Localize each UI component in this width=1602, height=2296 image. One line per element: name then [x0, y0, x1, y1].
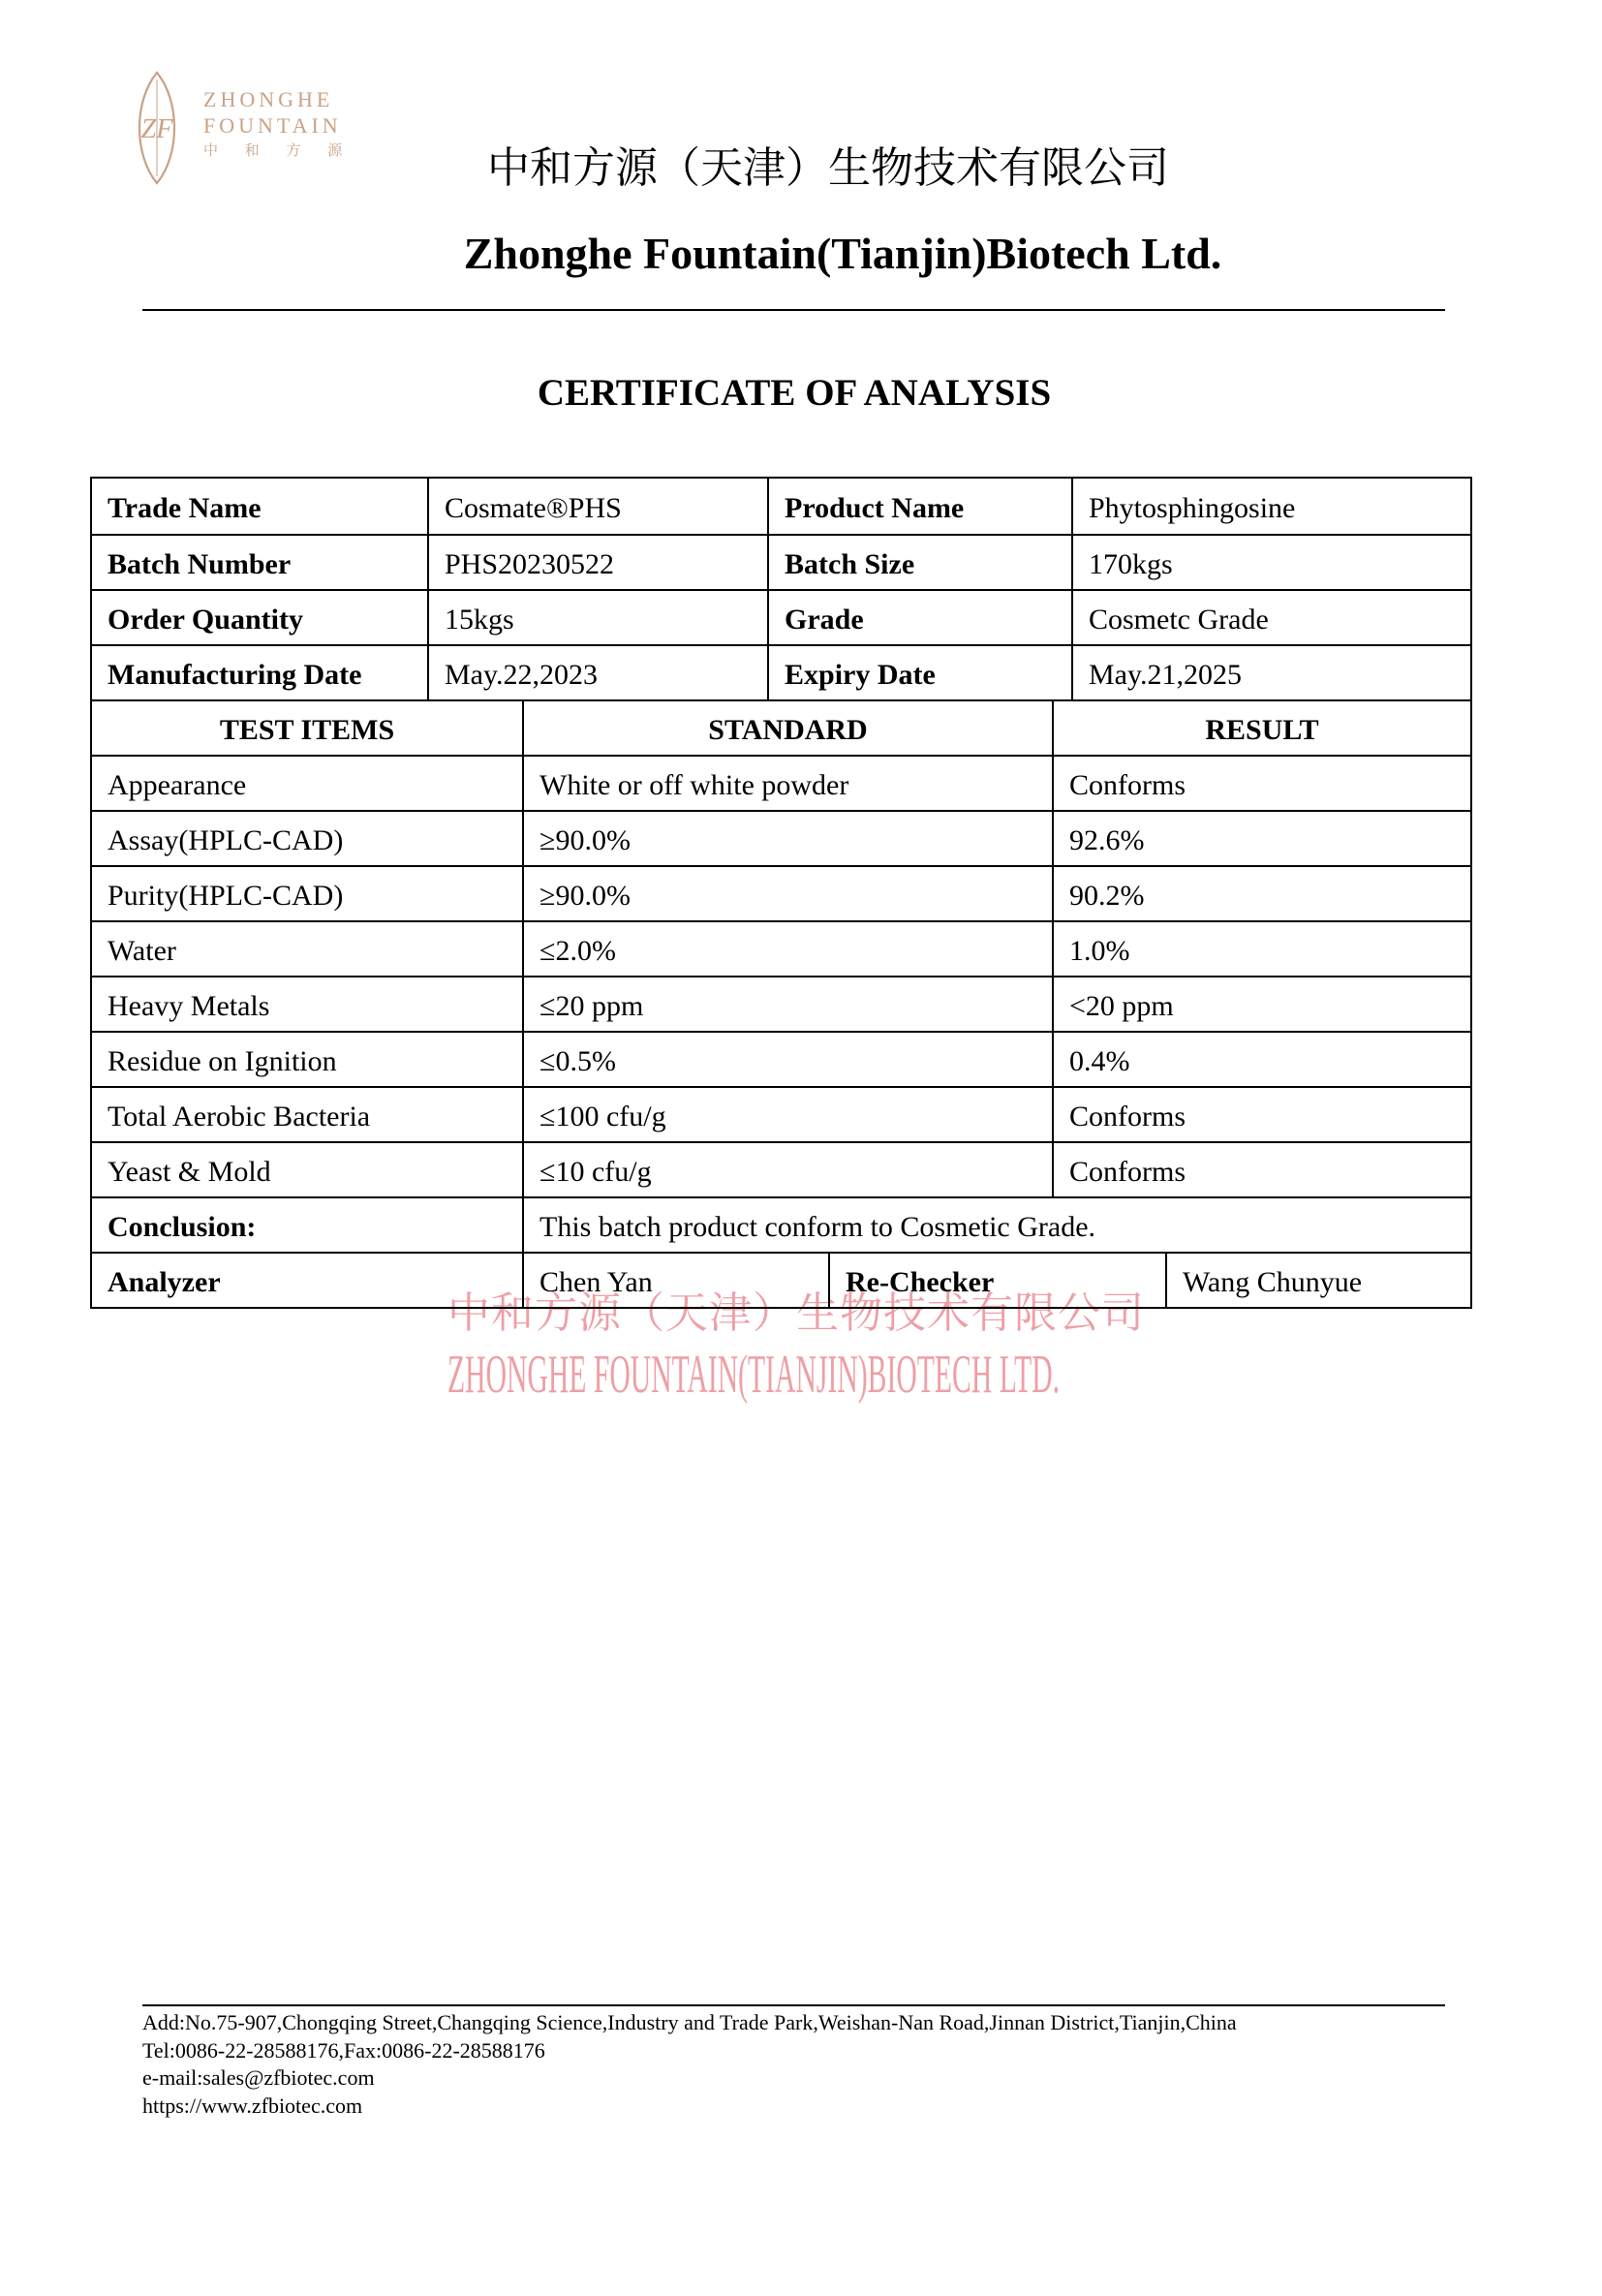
product-name-label: Product Name — [767, 479, 1071, 534]
header-divider — [142, 309, 1445, 311]
test-standard: ≥90.0% — [522, 812, 1052, 865]
company-name-chinese: 中和方源（天津）生物技术有限公司 — [487, 144, 1169, 192]
conclusion-row — [92, 1196, 1470, 1252]
company-logo-mark — [126, 70, 188, 186]
test-result: 1.0% — [1052, 922, 1470, 976]
rechecker-label: Re-Checker — [828, 1254, 1165, 1307]
footer-website: https://www.zfbiotec.com — [142, 2093, 363, 2118]
grade-label: Grade — [767, 591, 1071, 644]
test-standard: ≥90.0% — [522, 867, 1052, 920]
test-row — [92, 1141, 1470, 1196]
analyzer-label: Analyzer — [108, 1265, 221, 1298]
footer-address: Add:No.75-907,Chongqing Street,Changqing Science,Industry and Trade Park,Weishan-Nan Road,Jinnan District,Tianjin,China — [142, 2010, 1237, 2034]
stamp-text-english: ZHONGHE FOUNTAIN(TIANJIN)BIOTECH LTD. — [447, 1345, 1061, 1405]
order-quantity-label: Order Quantity — [108, 603, 303, 636]
product-info-row — [92, 479, 1470, 534]
test-result: Conforms — [1052, 757, 1470, 810]
footer-divider — [142, 2004, 1445, 2006]
test-result: 0.4% — [1052, 1033, 1470, 1086]
logo-name-line2: FOUNTAIN — [203, 113, 342, 138]
product-name-value: Phytosphingosine — [1071, 479, 1470, 534]
test-row — [92, 810, 1470, 865]
test-result: Conforms — [1052, 1143, 1470, 1196]
document-title: CERTIFICATE OF ANALYSIS — [537, 372, 1052, 414]
test-row — [92, 1086, 1470, 1141]
test-item: Water — [108, 934, 176, 967]
expiry-date-label: Expiry Date — [767, 646, 1071, 699]
logo-monogram: ZF — [140, 114, 173, 144]
rechecker-name: Wang Chunyue — [1165, 1254, 1470, 1307]
trade-name-label: Trade Name — [108, 491, 262, 524]
conclusion-label: Conclusion: — [108, 1210, 257, 1243]
signoff-row — [92, 1252, 1470, 1307]
test-header-row — [92, 699, 1470, 755]
test-row — [92, 1031, 1470, 1086]
test-row — [92, 976, 1470, 1031]
test-row — [92, 865, 1470, 920]
footer-email: e-mail:sales@zfbiotec.com — [142, 2065, 375, 2090]
test-item: Purity(HPLC-CAD) — [108, 879, 344, 912]
test-item: Heavy Metals — [108, 989, 270, 1022]
test-standard: White or off white powder — [522, 757, 1052, 810]
test-standard: ≤100 cfu/g — [522, 1088, 1052, 1141]
logo-name-cn: 中 和 方 源 — [203, 143, 354, 159]
conclusion-text: This batch product conform to Cosmetic Grade. — [522, 1198, 1470, 1252]
stamp-text-chinese: 中和方源（天津）生物技术有限公司 — [447, 1289, 1145, 1337]
batch-size-value: 170kgs — [1071, 536, 1470, 589]
analyzer-name: Chen Yan — [522, 1254, 828, 1307]
order-quantity-value: 15kgs — [427, 591, 767, 644]
column-header-standard: STANDARD — [522, 701, 1052, 755]
test-result: 92.6% — [1052, 812, 1470, 865]
analysis-table — [90, 477, 1472, 1309]
trade-name-value: Cosmate®PHS — [427, 479, 767, 534]
column-header-test-items: TEST ITEMS — [219, 713, 395, 746]
test-item: Yeast & Mold — [108, 1155, 271, 1188]
test-item: Assay(HPLC-CAD) — [108, 823, 344, 856]
batch-size-label: Batch Size — [767, 536, 1071, 589]
footer-phone-fax: Tel:0086-22-28588176,Fax:0086-22-28588176 — [142, 2037, 545, 2063]
grade-value: Cosmetc Grade — [1071, 591, 1470, 644]
test-result: <20 ppm — [1052, 977, 1470, 1031]
test-result: Conforms — [1052, 1088, 1470, 1141]
company-name-english: Zhonghe Fountain(Tianjin)Biotech Ltd. — [463, 229, 1222, 278]
test-standard: ≤10 cfu/g — [522, 1143, 1052, 1196]
product-info-row — [92, 589, 1470, 644]
test-item: Appearance — [108, 768, 247, 801]
logo-name-line1: ZHONGHE — [203, 87, 334, 111]
manufacturing-date-value: May.22,2023 — [427, 646, 767, 699]
expiry-date-value: May.21,2025 — [1071, 646, 1470, 699]
manufacturing-date-label: Manufacturing Date — [108, 658, 362, 691]
batch-number-label: Batch Number — [108, 547, 292, 580]
test-row — [92, 755, 1470, 810]
test-standard: ≤0.5% — [522, 1033, 1052, 1086]
footer-contact — [142, 2009, 1237, 2120]
batch-number-value: PHS20230522 — [427, 536, 767, 589]
product-info-row — [92, 644, 1470, 699]
test-standard: ≤2.0% — [522, 922, 1052, 976]
test-result: 90.2% — [1052, 867, 1470, 920]
test-row — [92, 920, 1470, 976]
test-item: Total Aerobic Bacteria — [108, 1100, 371, 1132]
test-standard: ≤20 ppm — [522, 977, 1052, 1031]
product-info-row — [92, 534, 1470, 589]
test-item: Residue on Ignition — [108, 1044, 337, 1077]
column-header-result: RESULT — [1052, 701, 1470, 755]
